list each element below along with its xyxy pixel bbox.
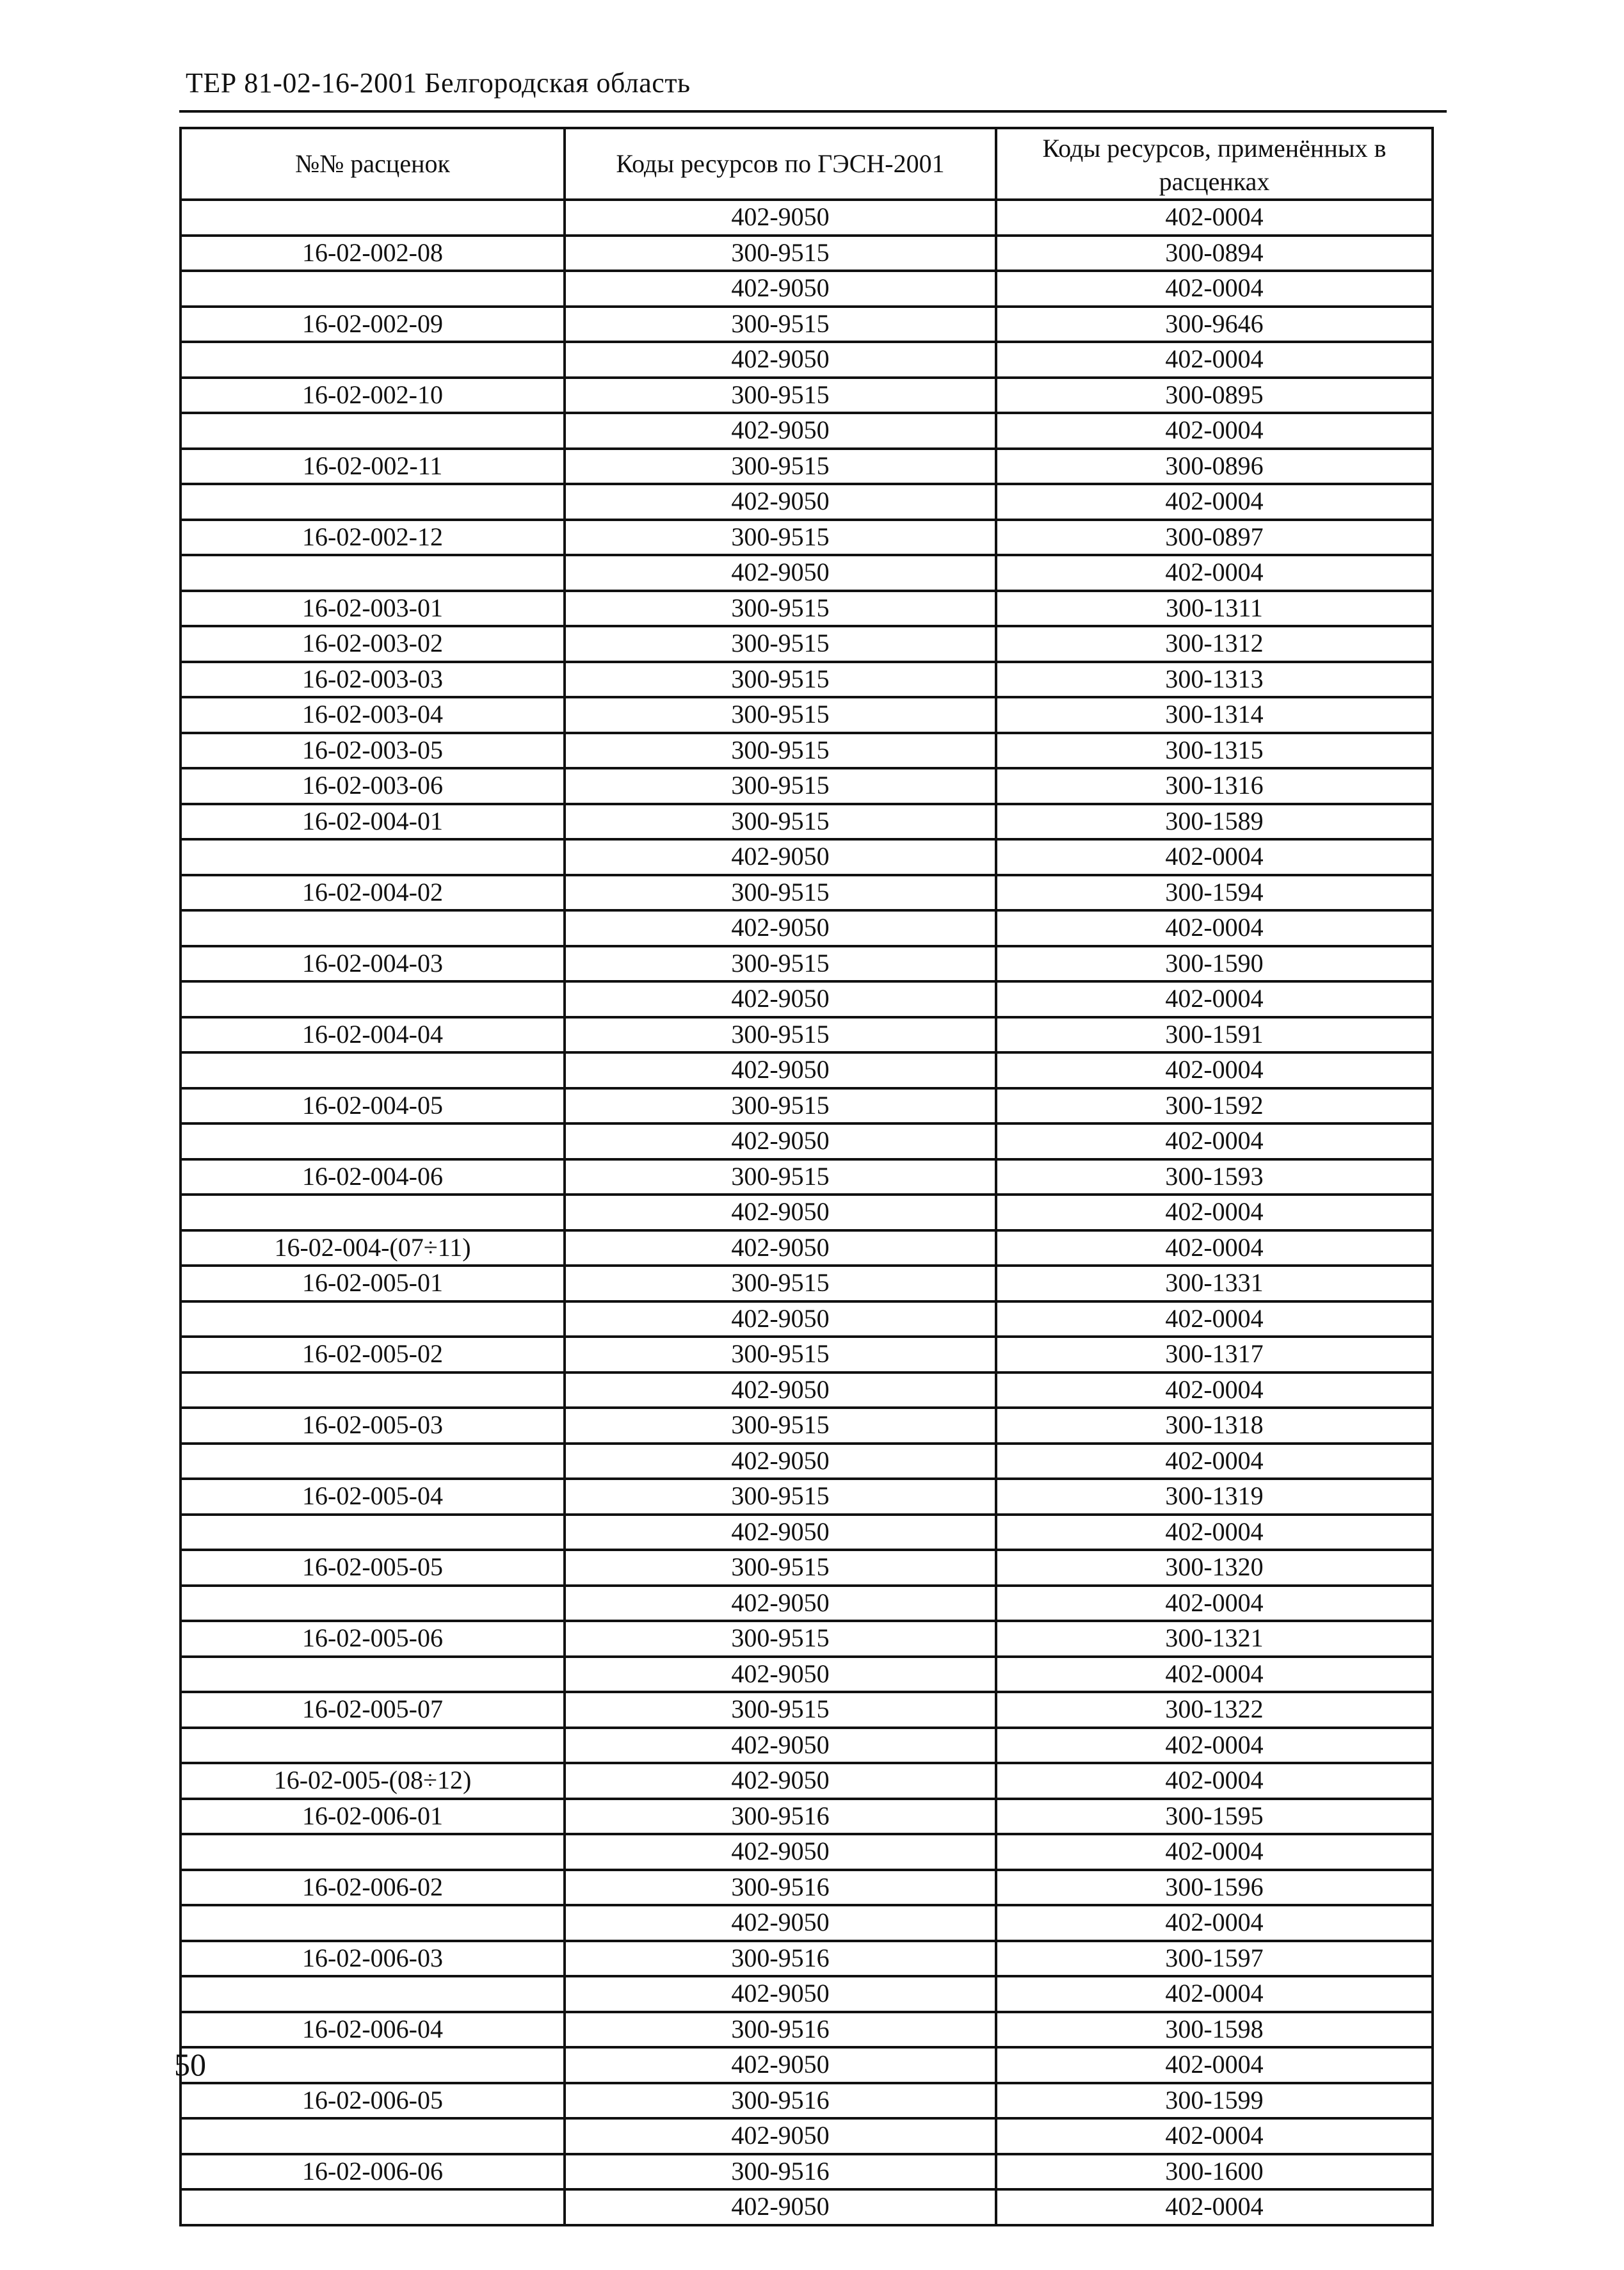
gesn-code-cell: 300-9515 bbox=[565, 1692, 996, 1728]
applied-code-cell: 300-1317 bbox=[996, 1337, 1433, 1372]
table-row bbox=[181, 946, 1433, 982]
applied-code-cell: 300-0897 bbox=[996, 520, 1433, 556]
rate-group bbox=[181, 733, 1433, 769]
gesn-code-cell: 300-9515 bbox=[565, 875, 996, 911]
gesn-code-cell: 402-9050 bbox=[565, 1976, 996, 2012]
rate-group bbox=[181, 1479, 1433, 1550]
gesn-code-cell: 402-9050 bbox=[565, 342, 996, 378]
table-row bbox=[181, 591, 1433, 627]
applied-code-cell: 402-0004 bbox=[996, 271, 1433, 307]
rate-number-cell bbox=[181, 1586, 565, 1622]
gesn-code-cell: 402-9050 bbox=[565, 1301, 996, 1337]
applied-code-cell: 402-0004 bbox=[996, 1657, 1433, 1693]
gesn-code-cell: 402-9050 bbox=[565, 1834, 996, 1870]
gesn-code-cell: 402-9050 bbox=[565, 1515, 996, 1550]
gesn-code-cell: 300-9515 bbox=[565, 697, 996, 733]
gesn-code-cell: 402-9050 bbox=[565, 1444, 996, 1479]
rate-group bbox=[181, 1799, 1433, 1870]
applied-code-cell: 300-1596 bbox=[996, 1870, 1433, 1906]
rate-number-cell bbox=[181, 1976, 565, 2012]
applied-code-cell: 300-1331 bbox=[996, 1266, 1433, 1301]
gesn-code-cell: 402-9050 bbox=[565, 1586, 996, 1622]
gesn-code-cell: 402-9050 bbox=[565, 271, 996, 307]
rate-number-cell: 16-02-005-06 bbox=[181, 1621, 565, 1657]
rate-number-cell: 16-02-004-06 bbox=[181, 1159, 565, 1195]
applied-code-cell: 402-0004 bbox=[996, 1444, 1433, 1479]
rate-number-cell: 16-02-002-11 bbox=[181, 449, 565, 485]
applied-code-cell: 402-0004 bbox=[996, 1976, 1433, 2012]
applied-code-cell: 300-1592 bbox=[996, 1088, 1433, 1124]
rate-number-cell: 16-02-005-01 bbox=[181, 1266, 565, 1301]
table-row bbox=[181, 1337, 1433, 1372]
gesn-code-cell: 300-9515 bbox=[565, 1479, 996, 1515]
rate-number-cell bbox=[181, 910, 565, 946]
applied-code-cell: 300-1599 bbox=[996, 2083, 1433, 2119]
table-row bbox=[181, 1657, 1433, 1693]
rate-number-cell: 16-02-005-02 bbox=[181, 1337, 565, 1372]
applied-code-cell: 300-1320 bbox=[996, 1550, 1433, 1586]
table-row bbox=[181, 2189, 1433, 2225]
applied-code-cell: 402-0004 bbox=[996, 1515, 1433, 1550]
table-row bbox=[181, 1017, 1433, 1053]
rate-group bbox=[181, 626, 1433, 662]
rate-number-cell bbox=[181, 2189, 565, 2225]
rate-number-cell bbox=[181, 1444, 565, 1479]
table-row bbox=[181, 307, 1433, 342]
gesn-code-cell: 300-9516 bbox=[565, 1941, 996, 1977]
table-row bbox=[181, 236, 1433, 271]
table-row bbox=[181, 2083, 1433, 2119]
gesn-code-cell: 402-9050 bbox=[565, 2189, 996, 2225]
rate-group bbox=[181, 1621, 1433, 1692]
applied-code-cell: 402-0004 bbox=[996, 2047, 1433, 2083]
gesn-code-cell: 300-9515 bbox=[565, 733, 996, 769]
table-row bbox=[181, 1763, 1433, 1799]
gesn-code-cell: 402-9050 bbox=[565, 1728, 996, 1764]
gesn-code-cell: 300-9515 bbox=[565, 1159, 996, 1195]
applied-code-cell: 402-0004 bbox=[996, 1834, 1433, 1870]
applied-code-cell: 402-0004 bbox=[996, 1763, 1433, 1799]
gesn-code-cell: 402-9050 bbox=[565, 2118, 996, 2154]
table-row bbox=[181, 484, 1433, 520]
rate-group bbox=[181, 1408, 1433, 1479]
table-row bbox=[181, 200, 1433, 236]
table-row bbox=[181, 1834, 1433, 1870]
rate-group bbox=[181, 591, 1433, 627]
rate-number-cell: 16-02-005-03 bbox=[181, 1408, 565, 1444]
table-header bbox=[181, 128, 1433, 200]
rate-number-cell bbox=[181, 2118, 565, 2154]
header-rule bbox=[179, 110, 1447, 113]
gesn-code-cell: 300-9516 bbox=[565, 2083, 996, 2119]
applied-code-cell: 402-0004 bbox=[996, 1301, 1433, 1337]
applied-code-cell: 402-0004 bbox=[996, 981, 1433, 1017]
column-header-applied-codes: Коды ресурсов, применённых в расценках bbox=[996, 128, 1433, 200]
applied-code-cell: 300-1597 bbox=[996, 1941, 1433, 1977]
applied-code-cell: 300-1598 bbox=[996, 2012, 1433, 2048]
table-row bbox=[181, 804, 1433, 840]
rate-number-cell bbox=[181, 484, 565, 520]
gesn-code-cell: 402-9050 bbox=[565, 1905, 996, 1941]
rate-number-cell: 16-02-006-05 bbox=[181, 2083, 565, 2119]
applied-code-cell: 300-1322 bbox=[996, 1692, 1433, 1728]
gesn-code-cell: 300-9515 bbox=[565, 307, 996, 342]
gesn-code-cell: 300-9516 bbox=[565, 1870, 996, 1906]
rate-number-cell: 16-02-004-(07÷11) bbox=[181, 1230, 565, 1266]
gesn-code-cell: 402-9050 bbox=[565, 1657, 996, 1693]
rate-number-cell: 16-02-002-09 bbox=[181, 307, 565, 342]
rate-number-cell bbox=[181, 1372, 565, 1408]
table-row bbox=[181, 910, 1433, 946]
rate-number-cell bbox=[181, 1657, 565, 1693]
page-header-title: ТЕР 81-02-16-2001 Белгородская область bbox=[186, 67, 691, 99]
table-row bbox=[181, 839, 1433, 875]
rate-number-cell: 16-02-005-(08÷12) bbox=[181, 1763, 565, 1799]
applied-code-cell: 402-0004 bbox=[996, 2118, 1433, 2154]
rate-number-cell: 16-02-005-04 bbox=[181, 1479, 565, 1515]
table-row bbox=[181, 1088, 1433, 1124]
applied-code-cell: 402-0004 bbox=[996, 1230, 1433, 1266]
rate-number-cell bbox=[181, 271, 565, 307]
rate-group bbox=[181, 520, 1433, 591]
gesn-code-cell: 300-9515 bbox=[565, 662, 996, 698]
applied-code-cell: 402-0004 bbox=[996, 2189, 1433, 2225]
rate-number-cell: 16-02-004-02 bbox=[181, 875, 565, 911]
table-row bbox=[181, 449, 1433, 485]
rate-group bbox=[181, 449, 1433, 520]
table-row bbox=[181, 768, 1433, 804]
rate-number-cell bbox=[181, 1301, 565, 1337]
gesn-code-cell: 402-9050 bbox=[565, 1123, 996, 1159]
applied-code-cell: 300-1314 bbox=[996, 697, 1433, 733]
gesn-code-cell: 402-9050 bbox=[565, 555, 996, 591]
table-row bbox=[181, 1408, 1433, 1444]
rate-group bbox=[181, 1337, 1433, 1408]
gesn-code-cell: 300-9515 bbox=[565, 1266, 996, 1301]
rate-number-cell bbox=[181, 555, 565, 591]
applied-code-cell: 402-0004 bbox=[996, 1052, 1433, 1088]
applied-code-cell: 300-9646 bbox=[996, 307, 1433, 342]
applied-code-cell: 300-1311 bbox=[996, 591, 1433, 627]
table-row bbox=[181, 342, 1433, 378]
applied-code-cell: 402-0004 bbox=[996, 1195, 1433, 1230]
gesn-code-cell: 300-9516 bbox=[565, 2012, 996, 2048]
gesn-code-cell: 402-9050 bbox=[565, 1372, 996, 1408]
rate-group bbox=[181, 1159, 1433, 1230]
rate-group bbox=[181, 2154, 1433, 2225]
rate-number-cell: 16-02-002-08 bbox=[181, 236, 565, 271]
rate-group bbox=[181, 378, 1433, 449]
table-row bbox=[181, 1728, 1433, 1764]
rate-group bbox=[181, 1870, 1433, 1941]
column-header-rate-number: №№ расценок bbox=[181, 128, 565, 200]
table-row bbox=[181, 733, 1433, 769]
rate-group bbox=[181, 946, 1433, 1017]
table-row bbox=[181, 875, 1433, 911]
gesn-code-cell: 300-9515 bbox=[565, 946, 996, 982]
applied-code-cell: 300-0896 bbox=[996, 449, 1433, 485]
table-row bbox=[181, 1586, 1433, 1622]
table-row bbox=[181, 1905, 1433, 1941]
column-header-gesn-codes: Коды ресурсов по ГЭСН-2001 bbox=[565, 128, 996, 200]
gesn-code-cell: 300-9516 bbox=[565, 2154, 996, 2190]
table-row bbox=[181, 1692, 1433, 1728]
rate-number-cell bbox=[181, 1052, 565, 1088]
gesn-code-cell: 300-9515 bbox=[565, 1017, 996, 1053]
rate-number-cell: 16-02-006-03 bbox=[181, 1941, 565, 1977]
table-row bbox=[181, 2047, 1433, 2083]
table-row bbox=[181, 1550, 1433, 1586]
rate-number-cell bbox=[181, 1195, 565, 1230]
applied-code-cell: 300-1316 bbox=[996, 768, 1433, 804]
applied-code-cell: 300-1591 bbox=[996, 1017, 1433, 1053]
rate-number-cell bbox=[181, 1728, 565, 1764]
applied-code-cell: 402-0004 bbox=[996, 1372, 1433, 1408]
table-row bbox=[181, 626, 1433, 662]
table-row bbox=[181, 2118, 1433, 2154]
applied-code-cell: 300-1600 bbox=[996, 2154, 1433, 2190]
applied-code-cell: 402-0004 bbox=[996, 1728, 1433, 1764]
applied-code-cell: 300-1595 bbox=[996, 1799, 1433, 1835]
gesn-code-cell: 402-9050 bbox=[565, 413, 996, 449]
table-row bbox=[181, 1052, 1433, 1088]
applied-code-cell: 300-1589 bbox=[996, 804, 1433, 840]
table-header-row bbox=[181, 128, 1433, 200]
rate-number-cell: 16-02-006-01 bbox=[181, 1799, 565, 1835]
rate-number-cell: 16-02-003-01 bbox=[181, 591, 565, 627]
applied-code-cell: 300-1590 bbox=[996, 946, 1433, 982]
rate-group bbox=[181, 697, 1433, 733]
applied-code-cell: 300-1313 bbox=[996, 662, 1433, 698]
rate-group bbox=[181, 662, 1433, 698]
table-row bbox=[181, 697, 1433, 733]
applied-code-cell: 300-1319 bbox=[996, 1479, 1433, 1515]
table-row bbox=[181, 1230, 1433, 1266]
table-row bbox=[181, 1870, 1433, 1906]
table-row bbox=[181, 662, 1433, 698]
rate-number-cell: 16-02-004-05 bbox=[181, 1088, 565, 1124]
applied-code-cell: 300-1594 bbox=[996, 875, 1433, 911]
table-row bbox=[181, 1479, 1433, 1515]
gesn-code-cell: 300-9515 bbox=[565, 804, 996, 840]
rate-number-cell bbox=[181, 2047, 565, 2083]
gesn-code-cell: 300-9515 bbox=[565, 1408, 996, 1444]
gesn-code-cell: 300-9515 bbox=[565, 520, 996, 556]
applied-code-cell: 402-0004 bbox=[996, 200, 1433, 236]
applied-code-cell: 300-1321 bbox=[996, 1621, 1433, 1657]
rate-number-cell bbox=[181, 200, 565, 236]
rate-number-cell: 16-02-006-04 bbox=[181, 2012, 565, 2048]
rate-group bbox=[181, 804, 1433, 875]
rate-group bbox=[181, 307, 1433, 378]
gesn-code-cell: 300-9515 bbox=[565, 378, 996, 414]
table-row bbox=[181, 520, 1433, 556]
rate-group bbox=[181, 1230, 1433, 1266]
rate-number-cell: 16-02-004-03 bbox=[181, 946, 565, 982]
gesn-code-cell: 402-9050 bbox=[565, 1195, 996, 1230]
rate-number-cell: 16-02-003-04 bbox=[181, 697, 565, 733]
rate-number-cell bbox=[181, 1123, 565, 1159]
rate-group bbox=[181, 1017, 1433, 1088]
rate-number-cell: 16-02-003-02 bbox=[181, 626, 565, 662]
gesn-code-cell: 402-9050 bbox=[565, 839, 996, 875]
table-row bbox=[181, 1123, 1433, 1159]
rate-number-cell: 16-02-003-05 bbox=[181, 733, 565, 769]
gesn-code-cell: 300-9515 bbox=[565, 768, 996, 804]
rate-number-cell bbox=[181, 1834, 565, 1870]
gesn-code-cell: 402-9050 bbox=[565, 981, 996, 1017]
gesn-code-cell: 402-9050 bbox=[565, 1763, 996, 1799]
rate-number-cell: 16-02-005-07 bbox=[181, 1692, 565, 1728]
table-row bbox=[181, 981, 1433, 1017]
rate-group bbox=[181, 1763, 1433, 1799]
applied-code-cell: 300-0894 bbox=[996, 236, 1433, 271]
table-row bbox=[181, 413, 1433, 449]
rate-number-cell: 16-02-002-10 bbox=[181, 378, 565, 414]
applied-code-cell: 300-1315 bbox=[996, 733, 1433, 769]
applied-code-cell: 402-0004 bbox=[996, 342, 1433, 378]
rate-group bbox=[181, 236, 1433, 307]
gesn-code-cell: 300-9516 bbox=[565, 1799, 996, 1835]
table-row bbox=[181, 1266, 1433, 1301]
gesn-code-cell: 300-9515 bbox=[565, 1621, 996, 1657]
applied-code-cell: 402-0004 bbox=[996, 555, 1433, 591]
rate-group bbox=[181, 2083, 1433, 2154]
applied-code-cell: 300-1318 bbox=[996, 1408, 1433, 1444]
gesn-code-cell: 402-9050 bbox=[565, 1052, 996, 1088]
rate-number-cell: 16-02-006-02 bbox=[181, 1870, 565, 1906]
gesn-code-cell: 402-9050 bbox=[565, 1230, 996, 1266]
applied-code-cell: 402-0004 bbox=[996, 1123, 1433, 1159]
rate-number-cell bbox=[181, 981, 565, 1017]
gesn-code-cell: 402-9050 bbox=[565, 910, 996, 946]
gesn-code-cell: 300-9515 bbox=[565, 1337, 996, 1372]
table-row bbox=[181, 2012, 1433, 2048]
gesn-code-cell: 300-9515 bbox=[565, 236, 996, 271]
rate-number-cell: 16-02-005-05 bbox=[181, 1550, 565, 1586]
gesn-code-cell: 300-9515 bbox=[565, 626, 996, 662]
applied-code-cell: 402-0004 bbox=[996, 1905, 1433, 1941]
applied-code-cell: 402-0004 bbox=[996, 484, 1433, 520]
gesn-code-cell: 300-9515 bbox=[565, 449, 996, 485]
rate-number-cell: 16-02-003-03 bbox=[181, 662, 565, 698]
rate-group bbox=[181, 875, 1433, 946]
applied-code-cell: 402-0004 bbox=[996, 910, 1433, 946]
rate-group bbox=[181, 1266, 1433, 1337]
rate-group bbox=[181, 1550, 1433, 1621]
rate-group bbox=[181, 768, 1433, 804]
rate-number-cell: 16-02-006-06 bbox=[181, 2154, 565, 2190]
applied-code-cell: 402-0004 bbox=[996, 1586, 1433, 1622]
gesn-code-cell: 402-9050 bbox=[565, 2047, 996, 2083]
resource-codes-table bbox=[179, 127, 1434, 2226]
gesn-code-cell: 300-9515 bbox=[565, 1088, 996, 1124]
table-row bbox=[181, 1195, 1433, 1230]
table-row bbox=[181, 1301, 1433, 1337]
rate-number-cell: 16-02-004-01 bbox=[181, 804, 565, 840]
applied-code-cell: 300-1312 bbox=[996, 626, 1433, 662]
gesn-code-cell: 402-9050 bbox=[565, 484, 996, 520]
rate-number-cell: 16-02-002-12 bbox=[181, 520, 565, 556]
rate-group bbox=[181, 200, 1433, 236]
table-row bbox=[181, 378, 1433, 414]
gesn-code-cell: 300-9515 bbox=[565, 591, 996, 627]
applied-code-cell: 402-0004 bbox=[996, 413, 1433, 449]
rate-group bbox=[181, 1692, 1433, 1763]
rate-number-cell bbox=[181, 1905, 565, 1941]
rate-group bbox=[181, 1941, 1433, 2012]
page-number: 50 bbox=[174, 2047, 206, 2082]
rate-number-cell bbox=[181, 839, 565, 875]
table-row bbox=[181, 1941, 1433, 1977]
table-row bbox=[181, 1621, 1433, 1657]
table-row bbox=[181, 1515, 1433, 1550]
table-row bbox=[181, 555, 1433, 591]
table-row bbox=[181, 1799, 1433, 1835]
rate-group bbox=[181, 2012, 1433, 2083]
gesn-code-cell: 402-9050 bbox=[565, 200, 996, 236]
table-row bbox=[181, 1159, 1433, 1195]
rate-number-cell: 16-02-003-06 bbox=[181, 768, 565, 804]
rate-number-cell bbox=[181, 342, 565, 378]
table-row bbox=[181, 1372, 1433, 1408]
table-row bbox=[181, 2154, 1433, 2190]
table-row bbox=[181, 1976, 1433, 2012]
table-row bbox=[181, 1444, 1433, 1479]
rate-group bbox=[181, 1088, 1433, 1159]
table-row bbox=[181, 271, 1433, 307]
rate-number-cell bbox=[181, 1515, 565, 1550]
rate-number-cell bbox=[181, 413, 565, 449]
applied-code-cell: 300-0895 bbox=[996, 378, 1433, 414]
applied-code-cell: 300-1593 bbox=[996, 1159, 1433, 1195]
gesn-code-cell: 300-9515 bbox=[565, 1550, 996, 1586]
applied-code-cell: 402-0004 bbox=[996, 839, 1433, 875]
rate-number-cell: 16-02-004-04 bbox=[181, 1017, 565, 1053]
